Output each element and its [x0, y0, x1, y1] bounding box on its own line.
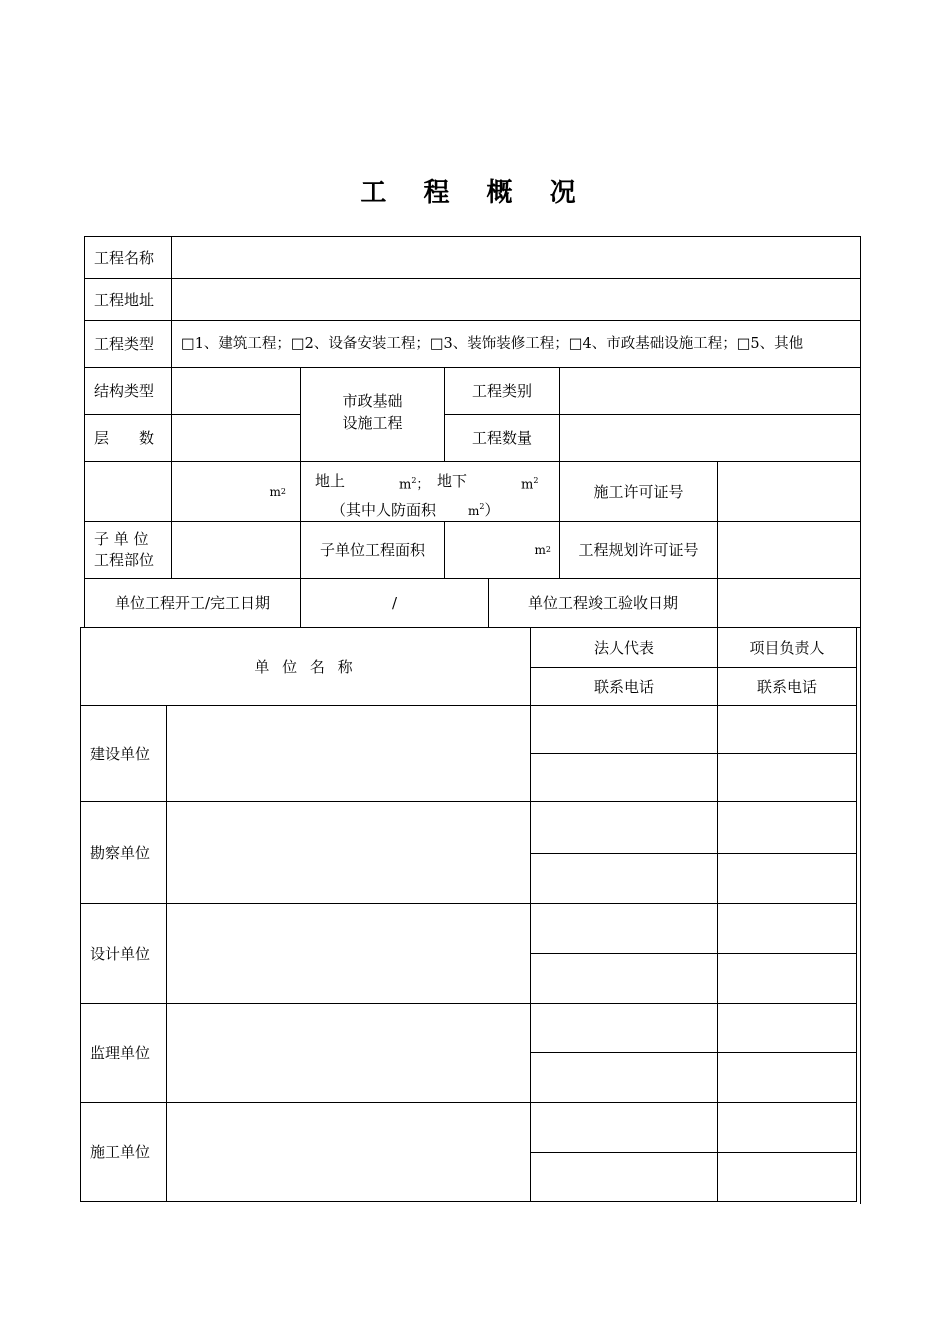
area-below-label: 地下 — [437, 472, 468, 490]
unit-row-cell[interactable] — [530, 953, 718, 1004]
unit-row-name-construction[interactable] — [166, 705, 531, 802]
unit-row-label-supervision: 监理单位 — [80, 1003, 167, 1103]
project-name-field[interactable] — [171, 236, 861, 279]
unit-row-label-survey: 勘察单位 — [80, 801, 167, 904]
unit-row-cell[interactable] — [717, 953, 857, 1004]
municipal-label: 市政基础 设施工程 — [300, 367, 445, 462]
acceptance-date-field[interactable] — [717, 578, 861, 628]
unit-row-cell[interactable] — [530, 853, 718, 904]
contact-phone-header-2: 联系电话 — [717, 667, 857, 706]
building-area-label — [84, 461, 172, 522]
contact-phone-header-1: 联系电话 — [530, 667, 718, 706]
sub-unit-area-label: 子单位工程面积 — [300, 521, 445, 579]
unit-row-cell[interactable] — [530, 1102, 718, 1153]
project-type-options[interactable]: □1、建筑工程；□2、设备安装工程；□3、装饰装修工程；□4、市政基础设施工程；□5、其他 — [171, 320, 861, 368]
unit-row-cell[interactable] — [717, 853, 857, 904]
structure-type-label: 结构类型 — [84, 367, 172, 415]
unit-row-cell[interactable] — [717, 753, 857, 802]
floors-label: 层 数 — [84, 414, 172, 462]
structure-type-field[interactable] — [171, 367, 301, 415]
start-end-date-label: 单位工程开工/完工日期 — [84, 578, 301, 628]
unit-row-cell[interactable] — [530, 1152, 718, 1202]
project-quantity-label: 工程数量 — [444, 414, 560, 462]
unit-row-label-design: 设计单位 — [80, 903, 167, 1004]
construction-permit-label: 施工许可证号 — [559, 461, 718, 522]
project-category-label: 工程类别 — [444, 367, 560, 415]
planning-permit-field[interactable] — [717, 521, 861, 579]
unit-row-cell[interactable] — [530, 1003, 718, 1053]
sub-unit-field[interactable] — [171, 521, 301, 579]
planning-permit-label: 工程规划许可证号 — [559, 521, 718, 579]
unit-row-cell[interactable] — [530, 705, 718, 754]
project-quantity-field[interactable] — [559, 414, 861, 462]
unit-row-cell[interactable] — [530, 903, 718, 954]
start-end-date-field[interactable]: / — [300, 578, 489, 628]
unit-row-cell[interactable] — [530, 753, 718, 802]
floors-field[interactable] — [171, 414, 301, 462]
unit-name-header: 单 位 名 称 — [80, 627, 531, 706]
construction-permit-field[interactable] — [717, 461, 861, 522]
unit-row-name-design[interactable] — [166, 903, 531, 1004]
project-address-field[interactable] — [171, 278, 861, 321]
project-leader-header: 项目负责人 — [717, 627, 857, 668]
area-below-unit: $m^2$ — [521, 476, 539, 493]
area-above-unit: $m^2$； — [399, 476, 430, 493]
unit-row-cell[interactable] — [717, 705, 857, 754]
legal-rep-header: 法人代表 — [530, 627, 718, 668]
unit-row-cell[interactable] — [717, 1003, 857, 1053]
project-category-field[interactable] — [559, 367, 861, 415]
unit-row-cell[interactable] — [530, 1052, 718, 1103]
sub-unit-label: 子 单 位 工程部位 — [84, 521, 172, 579]
unit-row-cell[interactable] — [717, 801, 857, 854]
building-area-field[interactable]: m 2 — [171, 461, 301, 522]
unit-row-label-contractor: 施工单位 — [80, 1102, 167, 1202]
project-address-label: 工程地址 — [84, 278, 172, 321]
page-title: 工 程 概 况 — [360, 178, 590, 208]
area-split-field[interactable] — [300, 461, 560, 522]
outer-right-border — [860, 627, 861, 1204]
acceptance-date-label: 单位工程竣工验收日期 — [488, 578, 718, 628]
unit-row-cell[interactable] — [717, 1052, 857, 1103]
sub-unit-area-field[interactable]: m 2 — [444, 521, 560, 579]
project-name-label: 工程名称 — [84, 236, 172, 279]
project-type-label: 工程类型 — [84, 320, 172, 368]
unit-row-cell[interactable] — [530, 801, 718, 854]
area-above-label: 地上 — [315, 472, 346, 490]
unit-row-name-survey[interactable] — [166, 801, 531, 904]
unit-row-cell[interactable] — [717, 903, 857, 954]
unit-row-label-construction: 建设单位 — [80, 705, 167, 802]
civil-defense-area: （其中人防面积 $m^2$） — [331, 501, 500, 519]
unit-row-name-contractor[interactable] — [166, 1102, 531, 1202]
unit-row-cell[interactable] — [717, 1152, 857, 1202]
unit-row-cell[interactable] — [717, 1102, 857, 1153]
unit-row-name-supervision[interactable] — [166, 1003, 531, 1103]
